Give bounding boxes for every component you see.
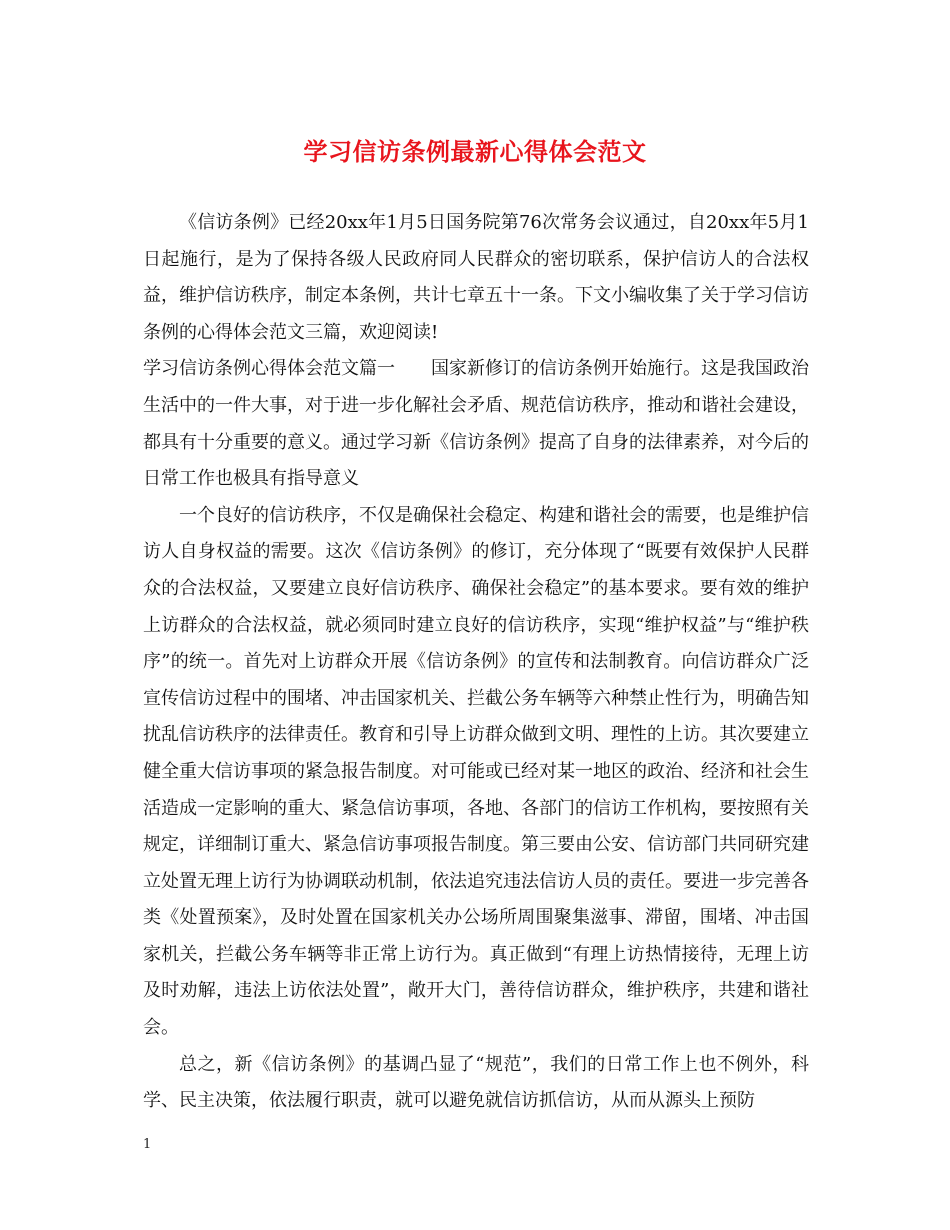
page-number: 1 [143,1137,152,1152]
paragraph-intro: 《信访条例》已经20xx年1月5日国务院第76次常务会议通过，自20xx年5月1日起施行，是为了保持各级人民政府同人民群众的密切联系，保护信访人的合法权益，维护信访秩序，制定本条例，共计七章五十一条。下文小编收集了关于学习信访条例的心得体会范文三篇，欢迎阅读! [143,212,809,343]
document-body [143,205,809,1120]
paragraph-main: 一个良好的信访秩序，不仅是确保社会稳定、构建和谐社会的需要，也是维护信访人自身权益的需要。这次《信访条例》的修订，充分体现了“既要有效保护人民群众的合法权益，又要建立良好信访秩序、确保社会稳定”的基本要求。要有效的维护上访群众的合法权益，就必须同时建立良好的信访秩序，实现“维护权益”与“维护秩序”的统一。首先对上访群众开展《信访条例》的宣传和法制教育。向信访群众广泛宣传信访过程中的围堵、冲击国家机关、拦截公务车辆等六种禁止性行为，明确告知扰乱信访秩序的法律责任。教育和引导上访群众做到文明、理性的上访。其次要建立健全重大信访事项的紧急报告制度。对可能或已经对某一地区的政治、经济和社会生活造成一定影响的重大、紧急信访事项，各地、各部门的信访工作机构，要按照有关规定，详细制订重大、紧急信访事项报告制度。第三要由公安、信访部门共同研究建立处置无理上访行为协调联动机制，依法追究违法信访人员的责任。要进一步完善各类《处置预案》，及时处置在国家机关办公场所周围聚集滋事、滞留，围堵、冲击国家机关，拦截公务车辆等非正常上访行为。真正做到“有理上访热情接待，无理上访及时劝解，违法上访依法处置”，敞开大门，善待信访群众，维护秩序，共建和谐社会。 [143,504,809,1039]
document-title: 学习信访条例最新心得体会范文 [303,137,647,166]
paragraph-conclusion: 总之，新《信访条例》的基调凸显了“规范”，我们的日常工作上也不例外，科学、民主决策，依法履行职责，就可以避免就信访抓信访，从而从源头上预防 [143,1053,809,1112]
paragraph-section-one: 学习信访条例心得体会范文篇一 国家新修订的信访条例开始施行。这是我国政治生活中的一件大事，对于进一步化解社会矛盾、规范信访秩序，推动和谐社会建设，都具有十分重要的意义。通过学习新《信访条例》提高了自身的法律素养，对今后的日常工作也极具有指导意义 [143,358,809,490]
